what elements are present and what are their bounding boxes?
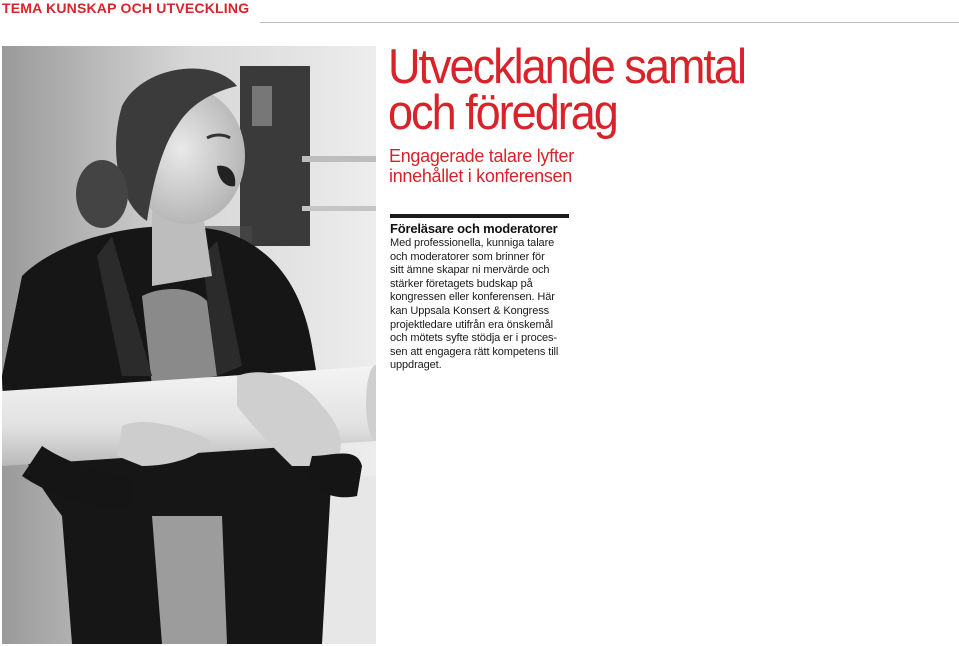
sidebar-title: Föreläsare och moderatorer <box>390 221 558 236</box>
body-line: och moderatorer som brinner för <box>390 250 545 263</box>
subheadline-line-1: Engagerade talare lyfter <box>389 146 574 166</box>
section-label: TEMA KUNSKAP OCH UTVECKLING <box>2 0 250 16</box>
sidebar-body <box>390 237 580 373</box>
article-photo <box>2 46 376 644</box>
body-line: och mötets syfte stödja er i proces- <box>390 332 557 345</box>
headline-line-2: och föredrag <box>388 86 617 140</box>
article-headline <box>388 40 745 140</box>
article-subheadline <box>389 146 574 186</box>
headline-line-1: Utvecklande samtal <box>388 40 745 94</box>
body-line: sen att engagera rätt kompetens till <box>390 345 559 358</box>
body-line: uppdraget. <box>390 359 442 372</box>
body-line: sitt ämne skapar ni mervärde och <box>390 264 550 277</box>
body-line: kongressen eller konferensen. Här <box>390 291 555 304</box>
body-line: projektledare utifrån era önskemål <box>390 318 553 331</box>
body-line: kan Uppsala Konsert & Kongress <box>390 304 550 317</box>
body-line: Med professionella, kunniga talare <box>390 237 555 249</box>
header-divider <box>260 22 959 23</box>
subheadline-line-2: innehållet i konferensen <box>389 166 572 186</box>
sidebar-rule <box>390 214 569 218</box>
body-line: stärker företagets budskap på <box>390 277 533 290</box>
